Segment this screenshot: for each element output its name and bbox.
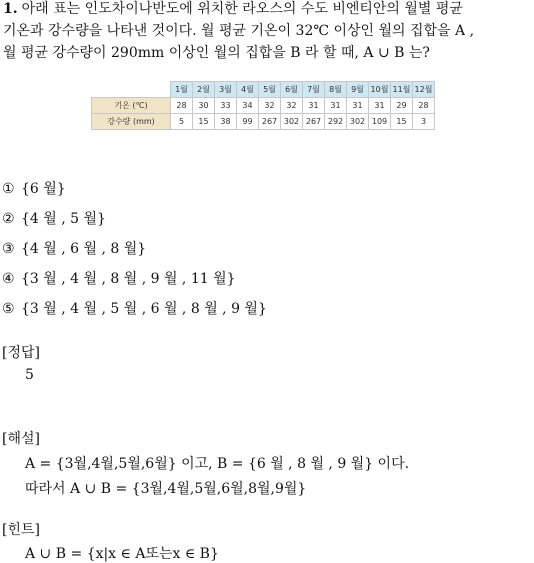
table-cell: 32 [281, 98, 303, 114]
table-cell: 292 [325, 114, 347, 130]
table-cell: 5 [171, 114, 193, 130]
explanation-line-2: 따라서 A ∪ B = {3월,4월,5월,6월,8월,9월} [25, 481, 307, 497]
explanation-header: [해설] [2, 431, 40, 447]
question-line-2: 기온과 강수량을 나타낸 것이다. 월 평균 기온이 32℃ 이상인 월의 집합을 A , [3, 23, 475, 39]
table-header-row [92, 82, 435, 98]
answer-value: 5 [25, 367, 34, 383]
month-header: 12월 [413, 82, 435, 98]
month-header: 6월 [281, 82, 303, 98]
table-cell: 31 [369, 98, 391, 114]
month-header: 5월 [259, 82, 281, 98]
explanation-line-1: A = {3월,4월,5월,6월} 이고, B = {6 월 , 8 월 , 9 월} 이다. [25, 456, 410, 472]
table-cell: 302 [347, 114, 369, 130]
month-header: 9월 [347, 82, 369, 98]
choice-mark: ③ [2, 241, 15, 257]
table-cell: 28 [171, 98, 193, 114]
question-text [3, 0, 531, 64]
table-cell: 32 [259, 98, 281, 114]
choice-text: {4 월 , 6 월 , 8 월} [21, 241, 147, 257]
table-cell: 33 [215, 98, 237, 114]
table-cell: 38 [215, 114, 237, 130]
answer-choice-5[interactable] [2, 298, 267, 318]
month-header: 7월 [303, 82, 325, 98]
table-cell: 28 [413, 98, 435, 114]
row-label-temperature: 기온 (℃) [92, 98, 171, 114]
choice-mark: ① [2, 181, 15, 197]
table-cell: 15 [193, 114, 215, 130]
choice-text: {6 월} [21, 181, 66, 197]
answer-header: [정답] [2, 345, 40, 361]
table-cell: 31 [303, 98, 325, 114]
choice-text: {3 월 , 4 월 , 5 월 , 6 월 , 8 월 , 9 월} [21, 301, 267, 317]
hint-line-1: A ∪ B = {x|x ∈ A또는x ∈ B} [25, 546, 219, 562]
table-cell: 29 [391, 98, 413, 114]
choice-mark: ② [2, 211, 15, 227]
month-header: 4월 [237, 82, 259, 98]
month-header: 8월 [325, 82, 347, 98]
answer-choice-1[interactable] [2, 178, 66, 198]
table-row [92, 98, 435, 114]
table-cell: 30 [193, 98, 215, 114]
table-cell: 3 [413, 114, 435, 130]
question-number: 1. [3, 1, 18, 17]
table-cell: 31 [347, 98, 369, 114]
answer-choice-4[interactable] [2, 268, 236, 288]
hint-header: [힌트] [2, 522, 40, 538]
choice-text: {3 월 , 4 월 , 8 월 , 9 월 , 11 월} [21, 271, 236, 287]
answer-choice-3[interactable] [2, 238, 146, 258]
question-line-3: 월 평균 강수량이 290mm 이상인 월의 집합을 B 라 할 때, A ∪ B 는? [3, 45, 430, 61]
table-cell: 267 [303, 114, 325, 130]
table-cell: 99 [237, 114, 259, 130]
table-cell: 109 [369, 114, 391, 130]
month-header: 10월 [369, 82, 391, 98]
table-cell: 31 [325, 98, 347, 114]
table-cell: 34 [237, 98, 259, 114]
choice-text: {4 월 , 5 월} [21, 211, 106, 227]
month-header: 3월 [215, 82, 237, 98]
table-corner [92, 82, 171, 98]
month-header: 11월 [391, 82, 413, 98]
month-header: 2월 [193, 82, 215, 98]
table-row [92, 114, 435, 130]
table-cell: 302 [281, 114, 303, 130]
climate-table [91, 81, 435, 130]
table-cell: 267 [259, 114, 281, 130]
choice-mark: ⑤ [2, 301, 15, 317]
table-cell: 15 [391, 114, 413, 130]
row-label-precipitation: 강수량 (mm) [92, 114, 171, 130]
question-line-1: 아래 표는 인도차이나반도에 위치한 라오스의 수도 비엔티안의 월별 평균 [21, 1, 463, 17]
month-header: 1월 [171, 82, 193, 98]
answer-choice-2[interactable] [2, 208, 106, 228]
choice-mark: ④ [2, 271, 15, 287]
